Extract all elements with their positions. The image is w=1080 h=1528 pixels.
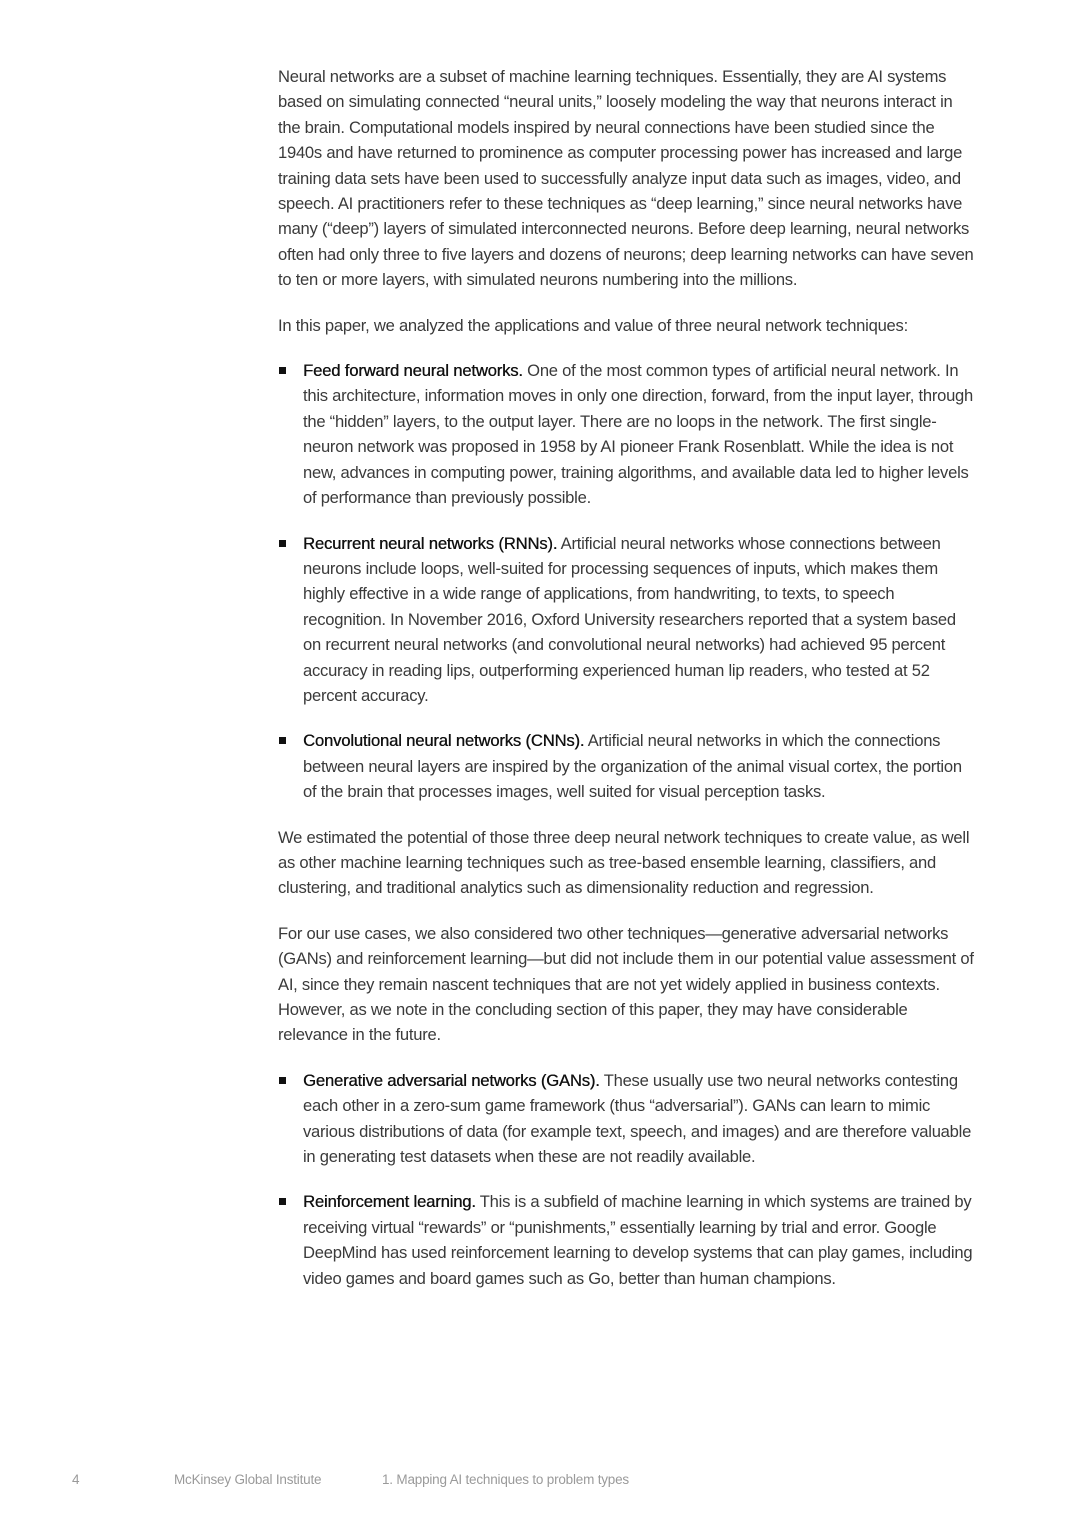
square-bullet-icon bbox=[279, 1198, 286, 1205]
list-item bbox=[278, 1068, 978, 1170]
neural-techniques-list bbox=[278, 358, 978, 805]
other-techniques-list bbox=[278, 1068, 978, 1291]
page-number: 4 bbox=[72, 1472, 80, 1487]
bullet-term: Convolutional neural networks (CNNs). bbox=[303, 731, 585, 751]
list-item bbox=[278, 728, 978, 804]
square-bullet-icon bbox=[279, 1077, 286, 1084]
document-body bbox=[278, 64, 978, 1311]
intro-paragraph: Neural networks are a subset of machine learning techniques. Essentially, they are AI systems based on simulating connected “neural units,” loosely modeling the way that neurons interact in the brain. Computational models inspired by neural connections have been studied since the 1940s and have returned to prominence as computer processing power has increased and large training data sets have been used to successfully analyze input data such as images, video, and speech. AI practitioners refer to these techniques as “deep learning,” since neural networks have many (“deep”) layers of simulated interconnected neurons. Before deep learning, neural networks often had only three to five layers and dozens of neurons; deep learning networks can have seven to ten or more layers, with simulated neurons numbering into the millions. bbox=[278, 67, 974, 290]
square-bullet-icon bbox=[279, 737, 286, 744]
bullet-description: One of the most common types of artificial neural network. In this architecture, information moves in only one direction, forward, from the input layer, through the “hidden” layers, to the output layer. There are no loops in the network. The first single-neuron network was proposed in 1958 by AI pioneer Frank Rosenblatt. While the idea is not new, advances in computing power, training algorithms, and available data led to higher levels of performance than previously possible. bbox=[303, 361, 974, 508]
estimation-paragraph: We estimated the potential of those three deep neural network techniques to create value, as well as other machine learning techniques such as tree-based ensemble learning, classifiers, and clustering, and traditional analytics such as dimensionality reduction and regression. bbox=[278, 827, 970, 898]
page-footer bbox=[0, 1472, 1080, 1492]
section-title: 1. Mapping AI techniques to problem types bbox=[382, 1472, 629, 1487]
list-item bbox=[278, 1189, 978, 1291]
analysis-intro-paragraph: In this paper, we analyzed the applications and value of three neural network techniques: bbox=[278, 315, 908, 335]
bullet-term: Reinforcement learning. bbox=[303, 1192, 476, 1212]
bullet-term: Feed forward neural networks. bbox=[303, 361, 523, 381]
list-item bbox=[278, 531, 978, 709]
square-bullet-icon bbox=[279, 367, 286, 374]
list-item bbox=[278, 358, 978, 510]
publisher-name: McKinsey Global Institute bbox=[174, 1472, 322, 1487]
bullet-term: Generative adversarial networks (GANs). bbox=[303, 1070, 600, 1090]
bullet-description: Artificial neural networks in which the connections between neural layers are inspired by the organization of the animal visual cortex, the portion of the brain that processes images, well suited for visual perception tasks. bbox=[303, 731, 962, 802]
other-techniques-paragraph: For our use cases, we also considered two other techniques—generative adversarial networks (GANs) and reinforcement learning—but did not include them in our potential value assessment of AI, since they remain nascent techniques that are not yet widely applied in business contexts. However, as we note in the concluding section of this paper, they may have considerable relevance in the future. bbox=[278, 923, 974, 1045]
square-bullet-icon bbox=[279, 540, 286, 547]
bullet-description: Artificial neural networks whose connections between neurons include loops, well-suited for processing sequences of inputs, which makes them highly effective in a wide range of applications, from handwriting, to texts, to speech recognition. In November 2016, Oxford University researchers reported that a system based on recurrent neural networks (and convolutional neural networks) had achieved 95 percent accuracy in reading lips, outperforming experienced human lip readers, who tested at 52 percent accuracy. bbox=[303, 533, 956, 705]
bullet-description: These usually use two neural networks contesting each other in a zero-sum game framework (thus “adversarial”). GANs can learn to mimic various distributions of data (for example text, speech, and images) and are therefore valuable in generating test datasets when these are not readily available. bbox=[303, 1070, 972, 1167]
bullet-term: Recurrent neural networks (RNNs). bbox=[303, 533, 558, 553]
bullet-description: This is a subfield of machine learning in which systems are trained by receiving virtual “rewards” or “punishments,” essentially learning by trial and error. Google DeepMind has used reinforcement learning to develop systems that can play games, including video games and board games such as Go, better than human champions. bbox=[303, 1192, 973, 1288]
